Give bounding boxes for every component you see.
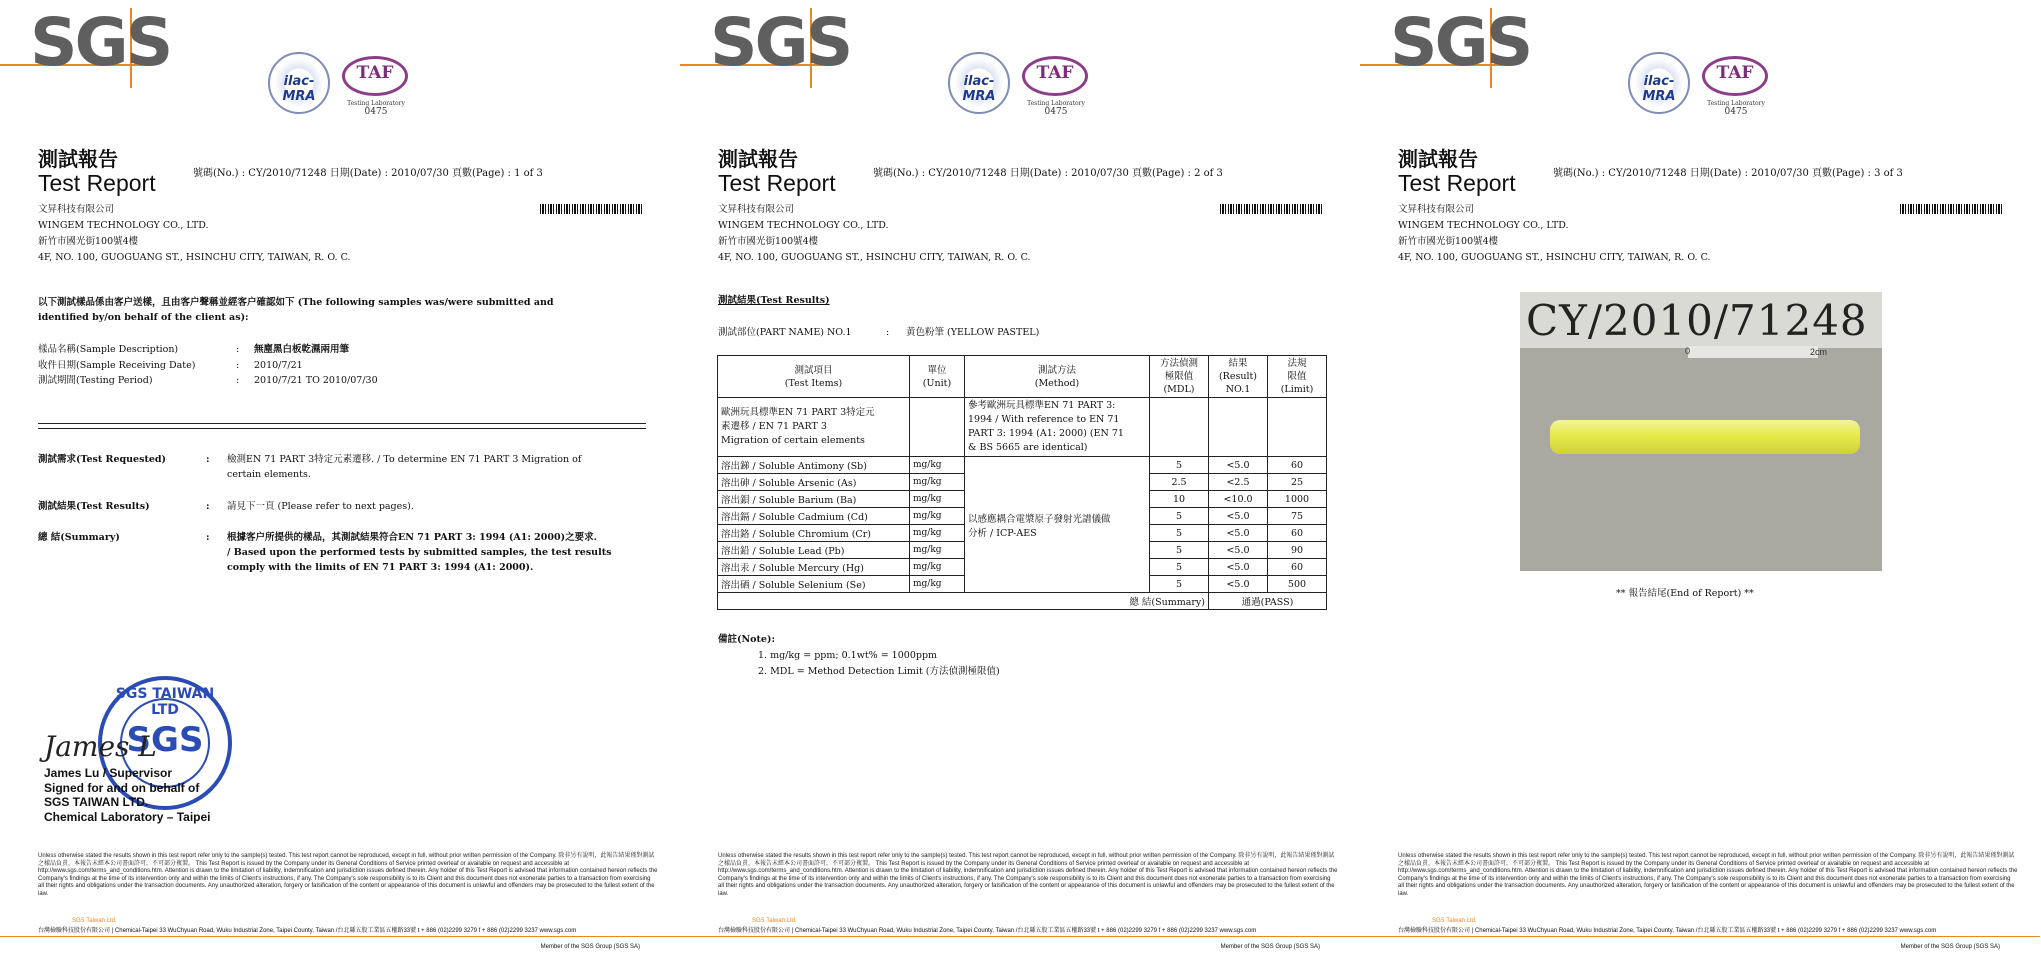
ilac-mra-logo: ilac-MRA <box>1642 74 1676 104</box>
part-name-label: 測試部位(PART NAME) NO.1 <box>718 327 852 338</box>
col-header-cn: 單位 <box>927 364 947 376</box>
intro-text <box>38 295 554 325</box>
legal-footer: Unless otherwise stated the results shown in this test report refer only to the sample(s) tested. This test report cannot be reproduced, except in full, without prior written permission of the Company. 除非另有說明，此報告結果僅對測試之樣品負責，本報告未經本公司書面許可，不可部分複製。 This Test Report is issued by the Company under its General Conditions of Service printed overleaf or available on request and accessible at http://www.sgs.com/terms_and_conditions.htm. Attention is drawn to the limitation of liability, indemnification and jurisdiction issues defined therein. Any holder of this Test Report is advised that information contained hereon reflects the Company's findings at the time of its intervention only and within the limits of Client's instructions, if any. The Company's sole responsibility is to its Client and this document does not exonerate parties to a transaction from exercising all their rights and obligations under the transaction documents. Any unauthorized alteration, forgery or falsification of the content or appearance of this document is unlawful and offenders may be prosecuted to the fullest extent of the law. <box>1398 853 2018 897</box>
group-title-cell <box>718 398 910 457</box>
summary-label: 總 結(Summary) <box>718 593 1209 610</box>
address-en: 4F, NO. 100, GUOGUANG ST., HSINCHU CITY, TAIWAN, R. O. C. <box>1398 252 1711 263</box>
client-address-block <box>38 202 351 266</box>
title-chinese: 測試報告 <box>38 147 118 171</box>
note-line: 2. MDL = Method Detection Limit (方法偵測極限值) <box>758 666 1000 677</box>
note-line: 1. mg/kg = ppm; 0.1wt% = 1000ppm <box>758 650 938 661</box>
row-mdl: 5 <box>1150 525 1209 542</box>
barcode-icon <box>540 204 642 214</box>
testing-period-value: 2010/7/21 TO 2010/07/30 <box>254 375 378 386</box>
handwritten-signature: James L <box>44 730 157 763</box>
row-result: <10.0 <box>1209 491 1268 508</box>
report-header-info: 號碼(No.) : CY/2010/71248 日期(Date) : 2010/07/30 頁數(Page) : 1 of 3 <box>193 168 543 179</box>
client-address-block <box>718 202 1031 266</box>
results-title: 測試結果(Test Results) <box>718 295 830 306</box>
row-result: <5.0 <box>1209 525 1268 542</box>
row-item: 溶出鋇 / Soluble Barium (Ba) <box>718 491 910 508</box>
row-mdl: 10 <box>1150 491 1209 508</box>
barcode-icon <box>1900 204 2002 214</box>
col-header-line: 方法偵測 <box>1159 358 1198 369</box>
title-chinese: 測試報告 <box>718 147 798 171</box>
row-limit: 90 <box>1268 542 1327 559</box>
footer-rule <box>0 936 680 937</box>
photo-label-strip <box>1520 292 1882 348</box>
col-header-en: (Unit) <box>922 377 952 389</box>
company-en: WINGEM TECHNOLOGY CO., LTD. <box>718 220 889 231</box>
taf-logo: TAF <box>356 63 394 83</box>
report-page-3 <box>1360 0 2040 964</box>
col-header-cn: 測試方法 <box>1037 364 1076 376</box>
signer-line: Chemical Laboratory – Taipei <box>44 809 211 824</box>
row-limit: 500 <box>1268 576 1327 593</box>
icp-method-cell <box>965 457 1150 593</box>
row-item: 溶出銻 / Soluble Antimony (Sb) <box>718 457 910 474</box>
method-line: 1994 / With reference to EN 71 <box>968 414 1120 425</box>
colon: : <box>206 454 210 465</box>
colon: : <box>236 344 240 355</box>
table-header-row <box>718 356 1327 398</box>
summary-value: 通過(PASS) <box>1209 593 1327 610</box>
row-limit: 25 <box>1268 474 1327 491</box>
sample-desc-label: 樣品名稱(Sample Description) <box>38 344 179 355</box>
taf-subtitle: Testing Laboratory <box>1027 100 1085 107</box>
row-unit: mg/kg <box>910 542 965 559</box>
sample-desc-value: 無塵黑白板乾濕兩用筆 <box>254 344 350 355</box>
col-limit <box>1268 356 1327 398</box>
method-line: 分析 / ICP-AES <box>968 527 1037 539</box>
receiving-date-value: 2010/7/21 <box>254 360 303 371</box>
taf-subtitle: Testing Laboratory <box>1707 100 1765 107</box>
row-unit: mg/kg <box>910 491 965 508</box>
taf-subtitle: Testing Laboratory <box>347 100 405 107</box>
report-page-1 <box>0 0 680 964</box>
row-limit: 75 <box>1268 508 1327 525</box>
group-method-cell <box>965 398 1150 457</box>
footer-member: Member of the SGS Group (SGS SA) <box>1900 944 2000 950</box>
footer-address: 台灣檢驗科技股份有限公司 | Chemical-Taipei 33 WuChyuan Road, Wuku Industrial Zone, Taipei County, Taiwan /台北縣五股工業區五權路33號 t + 886 (02)2299 3279 f + 886 (02)2299 3237 www.sgs.com <box>718 928 1257 934</box>
row-unit: mg/kg <box>910 559 965 576</box>
row-mdl: 5 <box>1150 457 1209 474</box>
summary-line: comply with the limits of EN 71 PART 3: 1994 (A1: 2000). <box>227 562 534 573</box>
method-line: 參考歐洲玩具標準EN 71 PART 3: <box>968 400 1116 411</box>
row-item: 溶出硒 / Soluble Selenium (Se) <box>718 576 910 593</box>
row-result: <5.0 <box>1209 457 1268 474</box>
test-results-value: 請見下一頁 (Please refer to next pages). <box>227 501 414 512</box>
row-result: <2.5 <box>1209 474 1268 491</box>
barcode-icon <box>1220 204 1322 214</box>
title-english: Test Report <box>718 170 836 196</box>
row-result: <5.0 <box>1209 542 1268 559</box>
colon: : <box>206 501 210 512</box>
taf-logo: TAF <box>1716 63 1754 83</box>
footer-company: SGS Taiwan Ltd. <box>1432 918 1477 924</box>
company-cn: 文昇科技有限公司 <box>1398 204 1475 215</box>
taf-number: 0475 <box>1044 107 1068 117</box>
row-mdl: 5 <box>1150 508 1209 525</box>
col-header-line: (Result) <box>1218 371 1258 382</box>
colon: : <box>886 327 890 338</box>
col-test-items <box>718 356 910 398</box>
yellow-pastel-sample <box>1550 420 1860 454</box>
legal-footer: Unless otherwise stated the results shown in this test report refer only to the sample(s) tested. This test report cannot be reproduced, except in full, without prior written permission of the Company. 除非另有說明，此報告結果僅對測試之樣品負責，本報告未經本公司書面許可，不可部分複製。 This Test Report is issued by the Company under its General Conditions of Service printed overleaf or available on request and accessible at http://www.sgs.com/terms_and_conditions.htm. Attention is drawn to the limitation of liability, indemnification and jurisdiction issues defined therein. Any holder of this Test Report is advised that information contained hereon reflects the Company's findings at the time of its intervention only and within the limits of Client's instructions, if any. The Company's sole responsibility is to its Client and this document does not exonerate parties to a transaction from exercising all their rights and obligations under the transaction documents. Any unauthorized alteration, forgery or falsification of the content or appearance of this document is unlawful and offenders may be prosecuted to the fullest extent of the law. <box>718 853 1338 897</box>
receiving-date-label: 收件日期(Sample Receiving Date) <box>38 360 196 371</box>
footer-rule <box>680 936 1360 937</box>
method-line: 以感應耦合電漿原子發射光譜儀做 <box>968 513 1111 525</box>
signer-line: Signed for and on behalf of <box>44 780 200 795</box>
row-result: <5.0 <box>1209 508 1268 525</box>
row-limit: 60 <box>1268 457 1327 474</box>
col-header-cn: 測試項目 <box>794 364 833 376</box>
signer-name: James Lu / Supervisor <box>44 766 173 780</box>
signer-block <box>44 766 211 824</box>
footer-rule <box>1360 936 2040 937</box>
ilac-mra-logo: ilac-MRA <box>962 74 996 104</box>
col-header-en: (Method) <box>1034 377 1080 389</box>
summary-line: / Based upon the performed tests by submitted samples, the test results <box>227 547 612 558</box>
row-limit: 60 <box>1268 525 1327 542</box>
test-requested-label: 測試需求(Test Requested) <box>38 454 167 465</box>
requested-line: certain elements. <box>227 469 311 480</box>
footer-company: SGS Taiwan Ltd. <box>752 918 797 924</box>
row-result: <5.0 <box>1209 559 1268 576</box>
taf-logo: TAF <box>1036 63 1074 83</box>
table-cell <box>1150 398 1209 457</box>
method-line: & BS 5665 are identical) <box>968 442 1088 453</box>
group-line: 歐洲玩具標準EN 71 PART 3特定元 <box>721 407 875 418</box>
ruler-two-cm: 2cm <box>1810 347 1828 357</box>
row-mdl: 5 <box>1150 559 1209 576</box>
note-title: 備註(Note): <box>718 634 775 645</box>
table-cell <box>1268 398 1327 457</box>
footer-member: Member of the SGS Group (SGS SA) <box>540 944 640 950</box>
sgs-logo: SGS <box>1390 4 1531 81</box>
row-result: <5.0 <box>1209 576 1268 593</box>
report-page-2 <box>680 0 1360 964</box>
row-limit: 60 <box>1268 559 1327 576</box>
row-unit: mg/kg <box>910 576 965 593</box>
sgs-logo: SGS <box>710 4 851 81</box>
address-cn: 新竹市國光街100號4樓 <box>718 236 819 247</box>
taf-number: 0475 <box>1724 107 1748 117</box>
summary-line: 根據客户所提供的樣品，其測試結果符合EN 71 PART 3: 1994 (A1: 2000)之要求. <box>227 532 597 543</box>
row-mdl: 2.5 <box>1150 474 1209 491</box>
col-header-en: (Test Items) <box>784 377 843 389</box>
row-item: 溶出鉻 / Soluble Chromium (Cr) <box>718 525 910 542</box>
table-row <box>718 457 1327 474</box>
photo-label-text: CY/2010/71248 <box>1526 296 1868 345</box>
col-mdl <box>1150 356 1209 398</box>
signer-line: SGS TAIWAN LTD. <box>44 795 149 809</box>
col-header-line: 結果 <box>1228 358 1248 369</box>
row-mdl: 5 <box>1150 542 1209 559</box>
test-requested-value <box>227 452 581 482</box>
row-unit: mg/kg <box>910 525 965 542</box>
row-unit: mg/kg <box>910 508 965 525</box>
summary-value <box>227 530 611 575</box>
title-english: Test Report <box>38 170 156 196</box>
col-result <box>1209 356 1268 398</box>
intro-line: identified by/on behalf of the client as): <box>38 312 249 323</box>
part-name-value: 黄色粉筆 (YELLOW PASTEL) <box>906 327 1040 338</box>
row-item: 溶出鎘 / Soluble Cadmium (Cd) <box>718 508 910 525</box>
footer-address: 台灣檢驗科技股份有限公司 | Chemical-Taipei 33 WuChyuan Road, Wuku Industrial Zone, Taipei County, Taiwan /台北縣五股工業區五權路33號 t + 886 (02)2299 3279 f + 886 (02)2299 3237 www.sgs.com <box>1398 928 1937 934</box>
footer-member: Member of the SGS Group (SGS SA) <box>1220 944 1320 950</box>
address-cn: 新竹市國光街100號4樓 <box>1398 236 1499 247</box>
legal-footer: Unless otherwise stated the results shown in this test report refer only to the sample(s) tested. This test report cannot be reproduced, except in full, without prior written permission of the Company. 除非另有說明，此報告結果僅對測試之樣品負責，本報告未經本公司書面許可，不可部分複製。 This Test Report is issued by the Company under its General Conditions of Service printed overleaf or available on request and accessible at http://www.sgs.com/terms_and_conditions.htm. Attention is drawn to the limitation of liability, indemnification and jurisdiction issues defined therein. Any holder of this Test Report is advised that information contained hereon reflects the Company's findings at the time of its intervention only and within the limits of Client's instructions, if any. The Company's sole responsibility is to its Client and this document does not exonerate parties to a transaction from exercising all their rights and obligations under the transaction documents. Any unauthorized alteration, forgery or falsification of the content or appearance of this document is unlawful and offenders may be prosecuted to the fullest extent of the law. <box>38 853 658 897</box>
sgs-logo: SGS <box>30 4 171 81</box>
results-table <box>717 355 1327 610</box>
end-of-report: ** 報告結尾(End of Report) ** <box>1616 588 1754 599</box>
company-en: WINGEM TECHNOLOGY CO., LTD. <box>38 220 209 231</box>
col-header-line: (MDL) <box>1163 384 1195 395</box>
testing-period-label: 測試期間(Testing Period) <box>38 375 153 386</box>
colon: : <box>236 375 240 386</box>
address-cn: 新竹市國光街100號4樓 <box>38 236 139 247</box>
method-line: PART 3: 1994 (A1: 2000) (EN 71 <box>968 428 1124 439</box>
row-item: 溶出汞 / Soluble Mercury (Hg) <box>718 559 910 576</box>
report-header-info: 號碼(No.) : CY/2010/71248 日期(Date) : 2010/07/30 頁數(Page) : 3 of 3 <box>1553 168 1903 179</box>
seal-center-text: SGS <box>126 720 204 760</box>
col-header-line: 限值 <box>1287 371 1307 382</box>
ruler-icon <box>1688 346 1818 358</box>
footer-address: 台灣檢驗科技股份有限公司 | Chemical-Taipei 33 WuChyuan Road, Wuku Industrial Zone, Taipei County, Taiwan /台北縣五股工業區五權路33號 t + 886 (02)2299 3279 f + 886 (02)2299 3237 www.sgs.com <box>38 928 577 934</box>
colon: : <box>206 532 210 543</box>
requested-line: 檢測EN 71 PART 3特定元素遷移. / To determine EN 71 PART 3 Migration of <box>227 454 582 465</box>
row-unit: mg/kg <box>910 474 965 491</box>
title-chinese: 測試報告 <box>1398 147 1478 171</box>
client-address-block <box>1398 202 1711 266</box>
summary-row <box>718 593 1327 610</box>
table-group-row <box>718 398 1327 457</box>
sample-photo <box>1520 292 1882 571</box>
table-cell <box>1209 398 1268 457</box>
col-unit <box>910 356 965 398</box>
col-header-line: 法規 <box>1287 358 1307 369</box>
col-header-line: (Limit) <box>1280 384 1314 395</box>
taf-number: 0475 <box>364 107 388 117</box>
intro-line: 以下測試樣品係由客户送樣，且由客户聲稱並經客户確認如下 (The following samples was/were submitted and <box>38 297 554 308</box>
report-header-info: 號碼(No.) : CY/2010/71248 日期(Date) : 2010/07/30 頁數(Page) : 2 of 3 <box>873 168 1223 179</box>
test-results-label: 測試結果(Test Results) <box>38 501 150 512</box>
row-item: 溶出鉛 / Soluble Lead (Pb) <box>718 542 910 559</box>
company-en: WINGEM TECHNOLOGY CO., LTD. <box>1398 220 1569 231</box>
address-en: 4F, NO. 100, GUOGUANG ST., HSINCHU CITY, TAIWAN, R. O. C. <box>718 252 1031 263</box>
footer-company: SGS Taiwan Ltd. <box>72 918 117 924</box>
ruler-zero: 0 <box>1685 346 1691 356</box>
summary-label: 總 結(Summary) <box>38 532 120 543</box>
ilac-mra-logo: ilac-MRA <box>282 74 316 104</box>
row-mdl: 5 <box>1150 576 1209 593</box>
address-en: 4F, NO. 100, GUOGUANG ST., HSINCHU CITY, TAIWAN, R. O. C. <box>38 252 351 263</box>
group-line: 素遷移 / EN 71 PART 3 <box>721 421 827 432</box>
row-unit: mg/kg <box>910 457 965 474</box>
col-header-line: 極限值 <box>1164 371 1194 382</box>
col-header-line: NO.1 <box>1225 384 1251 395</box>
seal-ring-text: SGS TAIWAN LTD <box>115 686 215 718</box>
title-english: Test Report <box>1398 170 1516 196</box>
double-rule <box>38 423 646 429</box>
company-cn: 文昇科技有限公司 <box>718 204 795 215</box>
group-line: Migration of certain elements <box>721 435 865 446</box>
colon: : <box>236 360 240 371</box>
row-item: 溶出砷 / Soluble Arsenic (As) <box>718 474 910 491</box>
table-cell <box>910 398 965 457</box>
company-cn: 文昇科技有限公司 <box>38 204 115 215</box>
col-method <box>965 356 1150 398</box>
row-limit: 1000 <box>1268 491 1327 508</box>
